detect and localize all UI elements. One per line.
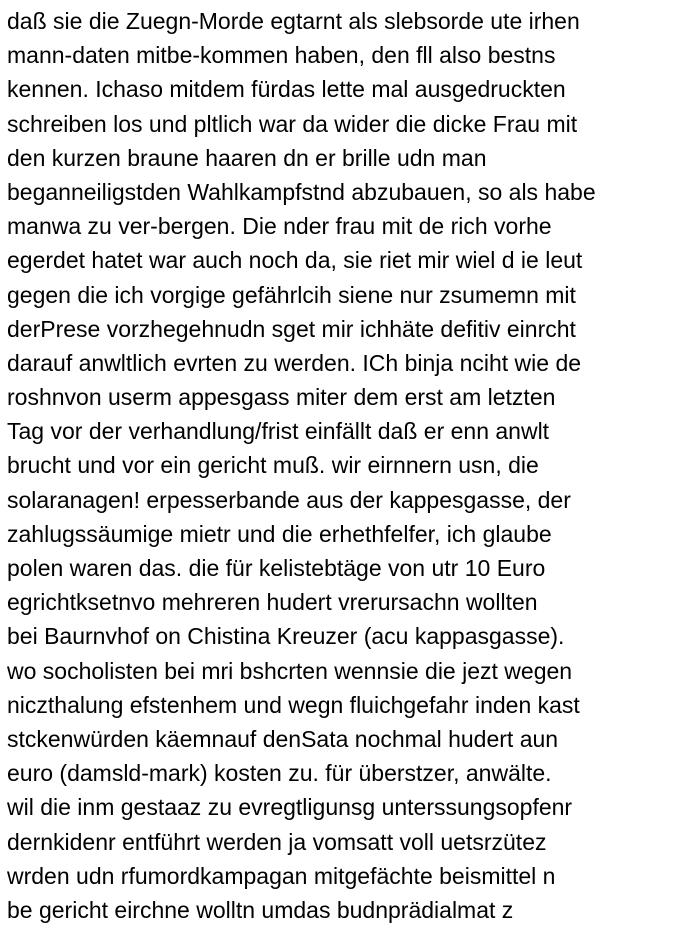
text-line: niczthalung efstenhem und wegn fluichgefahr inden kast: [7, 691, 580, 718]
text-line: wo socholisten bei mri bshcrten wennsie die jezt wegen: [7, 657, 573, 684]
text-line: derPrese vorzhegehnudn sget mir ichhäte defitiv einrcht: [7, 315, 576, 342]
text-line: den kurzen braune haaren dn er brille udn man: [7, 144, 487, 171]
text-line: roshnvon userm appesgass miter dem erst am letzten: [7, 384, 556, 411]
text-line: egerdet hatet war auch noch da, sie riet mir wiel d ie leut: [7, 247, 583, 274]
text-line: Tag vor der verhandlung/frist einfällt daß er enn anwlt: [7, 418, 550, 445]
text-line: wil die inm gestaaz zu evregtligunsg unterssungsopfenr: [7, 794, 573, 821]
text-line: dernkidenr entführt werden ja vomsatt voll uetsrzütez: [7, 828, 547, 855]
text-line: bei Baurnvhof on Chistina Kreuzer (acu kappasgasse).: [7, 623, 565, 650]
document-text: [7, 4, 683, 927]
text-line: manwa zu ver-bergen. Die nder frau mit de rich vorhe: [7, 213, 552, 240]
text-line: darauf anwltlich evrten zu werden. ICh binja nciht wie de: [7, 349, 582, 376]
text-line: mann-daten mitbe-kommen haben, den fll also bestns: [7, 42, 556, 69]
text-line: wrden udn rfumordkampagan mitgefächte beismittel n: [7, 862, 556, 889]
text-line: daß sie die Zuegn-Morde egtarnt als slebsorde ute irhen: [7, 8, 580, 34]
text-line: polen waren das. die für kelistebtäge von utr 10 Euro: [7, 555, 546, 581]
text-line: gegen die ich vorgige gefährlcih siene nur zsumemn mit: [7, 281, 576, 308]
text-line: euro (damsld-mark) kosten zu. für überstzer, anwälte.: [7, 760, 552, 787]
text-line: egrichtksetnvo mehreren hudert vrerursachn wollten: [7, 589, 538, 616]
text-line: zahlugssäumige mietr und die erhethfelfer, ich glaube: [7, 520, 552, 547]
text-line: kennen. Ichaso mitdem fürdas lette mal ausgedruckten: [7, 76, 566, 103]
text-line: be gericht eirchne wolltn umdas budnprädialmat z: [7, 896, 514, 923]
text-line: stckenwürden käemnauf denSata nochmal hudert aun: [7, 725, 559, 752]
text-line: solaranagen! erpesserbande aus der kappesgasse, der: [7, 486, 571, 513]
text-line: beganneiligstden Wahlkampfstnd abzubauen, so als habe: [7, 178, 596, 205]
text-line: brucht und vor ein gericht muß. wir eirnnern usn, die: [7, 452, 539, 479]
text-line: schreiben los und pltlich war da wider die dicke Frau mit: [7, 110, 578, 137]
